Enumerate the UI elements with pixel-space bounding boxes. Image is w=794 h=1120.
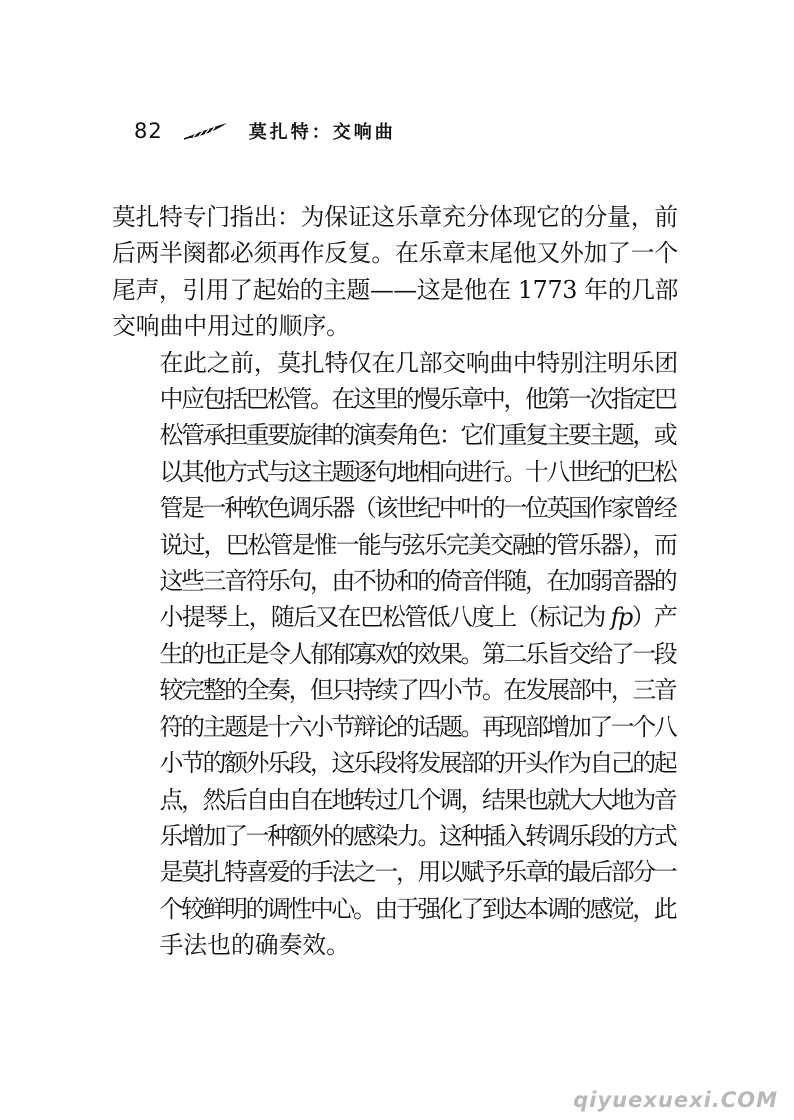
- text-line: 符的主题是十六小节辩论的话题。再现部增加了一个八: [159, 712, 676, 741]
- text-line: 尾声，引用了起始的主题——这是他在 1773 年的几部: [112, 275, 679, 304]
- text-line: 小节的额外乐段，这乐段将发展部的开头作为自己的起: [159, 749, 676, 778]
- text-line: 松管承担重要旋律的演奏角色：它们重复主要主题，或: [159, 421, 676, 450]
- text-line: 较完整的全奏，但只持续了四小节。在发展部中，三音: [159, 676, 676, 705]
- text-line: 在此之前，莫扎特仅在几部交响曲中特别注明乐团: [159, 348, 678, 377]
- text-line: 个较鲜明的调性中心。由于强化了到达本调的感觉，此: [159, 894, 676, 923]
- body-text: [112, 199, 678, 964]
- running-title: 莫扎特：交响曲: [248, 122, 396, 143]
- text-line: 后两半阕都必须再作反复。在乐章末尾他又外加了一个: [112, 239, 678, 268]
- text-line: 管是一种软色调乐器（该世纪中叶的一位英国作家曾经: [159, 494, 676, 523]
- paragraph-2: [112, 345, 678, 964]
- text-line: 生的也正是令人郁郁寡欢的效果。第二乐旨交给了一段: [159, 639, 676, 668]
- text-line: 是莫扎特喜爱的手法之一，用以赋予乐章的最后部分一: [159, 858, 676, 887]
- text-line: 莫扎特专门指出：为保证这乐章充分体现它的分量，前: [112, 203, 678, 231]
- text-line: 点，然后自由自在地转过几个调，结果也就大大地为音: [159, 785, 676, 814]
- text-line: 中应包括巴松管。在这里的慢乐章中，他第一次指定巴: [159, 385, 676, 414]
- text-line: 乐增加了一种额外的感染力。这种插入转调乐段的方式: [159, 821, 676, 850]
- text-line: 小提琴上，随后又在巴松管低八度上（标记为 fp）产: [159, 603, 677, 632]
- text-line: 说过，巴松管是惟一能与弦乐完美交融的管乐器），而: [159, 530, 677, 559]
- text-line: 这些三音符乐句，由不协和的倚音伴随，在加弱音器的: [159, 567, 676, 596]
- page-header: [134, 114, 396, 148]
- paragraph-1: [112, 199, 678, 345]
- text-line: 以其他方式与这主题逐句地相向进行。十八世纪的巴松: [159, 457, 676, 486]
- quill-icon: [183, 121, 229, 141]
- site-watermark: qiyuexuexi.COM: [573, 1088, 778, 1112]
- page-number: 82: [134, 119, 163, 143]
- text-line: 交响曲中用过的顺序。: [112, 312, 350, 341]
- dynamic-marking: fp: [610, 603, 632, 632]
- text-line: 手法也的确奏效。: [159, 931, 350, 960]
